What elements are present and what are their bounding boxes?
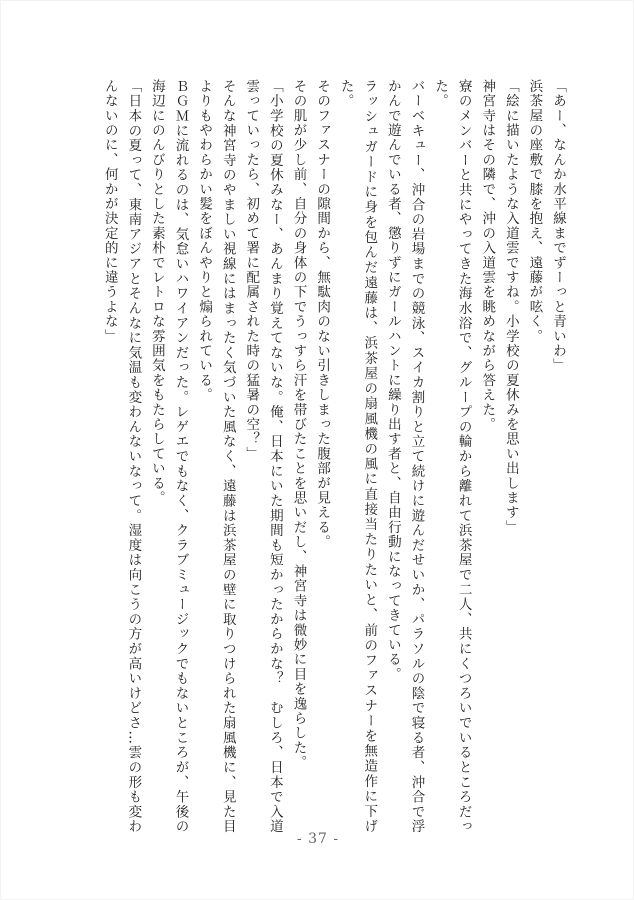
paragraph: 神宮寺はその隣で、沖の入道雲を眺めながら答えた。 [479, 79, 496, 432]
paragraph: そんな神宮寺のやましい視線にはまったく気づいた風なく、遠藤は浜茶屋の壁に取りつけられた扇風機に、見た目よりもやわらかい髪をぼんやりと煽られている。 [196, 79, 236, 834]
body-text [99, 79, 569, 834]
paragraph: バーベキュー、沖合の岩場までの競泳、スイカ割りと立て続けに遊んだせいか、パラソルの陰で寝る者、沖合で浮かんで遊んでいる者、懲りずにガールハントに繰り出す者と、自由行動になってきている。 [384, 79, 425, 834]
paragraph: ＢＧＭに流れるのは、気怠いハワイアンだった。レゲエでもなく、クラブミュージックでもないところが、午後の海辺にのんびりとした素朴でレトロな雰囲気をもたらしている。 [148, 79, 189, 834]
paragraph: 「あー、なんか水平線までずーっと青いわ」 [550, 79, 566, 373]
paragraph: そのファスナーの隙間から、無駄肉のない引きしまった腹部が見える。 [314, 79, 331, 550]
paragraph: 浜茶屋の座敷で膝を抱え、遠藤が呟く。 [526, 79, 543, 344]
paragraph: 寮のメンバーと共にやってきた海水浴で、グループの輪から離れて浜茶屋で二人、共にくつろいでいるところだった。 [432, 79, 472, 834]
paragraph: ラッシュガードに身を包んだ遠藤は、浜茶屋の扇風機の風に直接当たりたいと、前のファスナーを無造作に下げた。 [337, 79, 378, 834]
paragraph: その肌が少し前、自分の身体の下でうっすら汗を帯びたことを思いだし、神宮寺は微妙に目を逸らした。 [290, 79, 307, 770]
paragraph: 「小学校の夏休みなー、あんまり覚えてないな。俺、日本にいた期間も短かったからかな？ むしろ、日本で入道雲っていったら、初めて署に配属された時の猛暑の空？」 [243, 79, 283, 834]
page-number: - 37 - [296, 831, 340, 847]
paragraph: 「日本の夏って、東南アジアとそんなに気温も変わんないなって。湿度は向こうの方が高いけどさ…雲の形も変わんないのに、何かが決定的に違うよな」 [101, 79, 142, 834]
paragraph: 「絵に描いたような入道雲ですね。小学校の夏休みを思い出します」 [502, 79, 519, 535]
